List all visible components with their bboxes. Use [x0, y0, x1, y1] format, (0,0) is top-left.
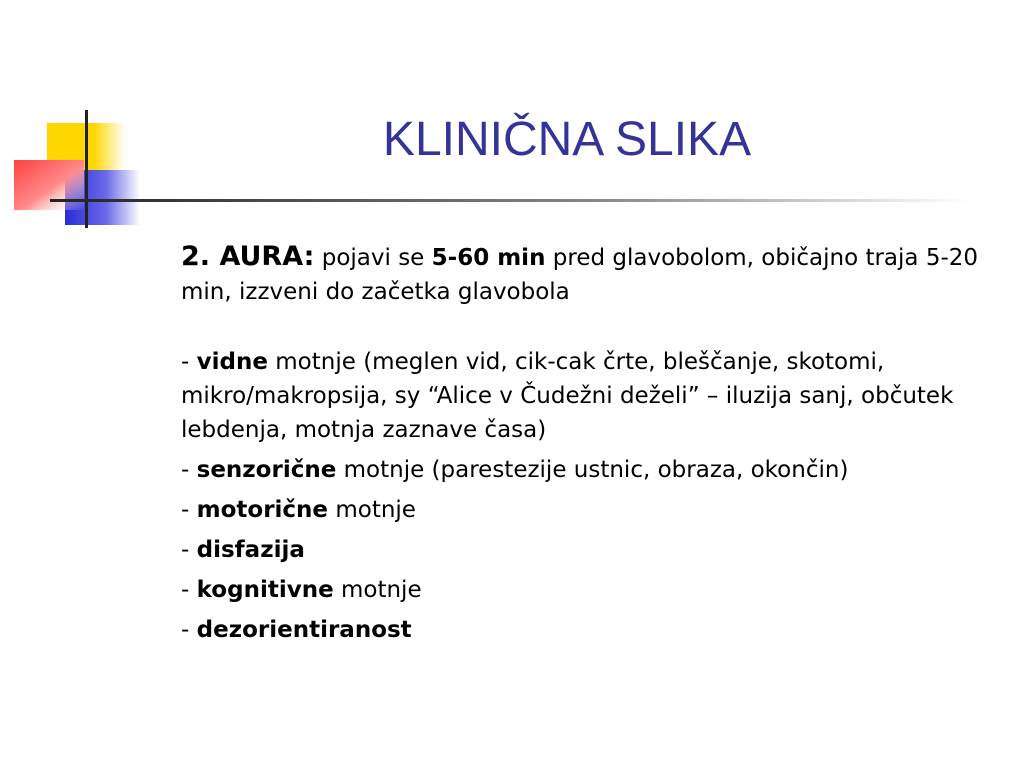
horizontal-rule — [50, 199, 970, 202]
list-item-term: motorične — [196, 497, 329, 523]
list-item — [181, 493, 981, 527]
list-item-term: senzorične — [196, 457, 337, 483]
list-item — [181, 613, 981, 647]
slide-content — [181, 240, 981, 653]
list-dash: - — [181, 349, 197, 375]
list-item — [181, 573, 981, 607]
list-dash: - — [181, 617, 197, 643]
list-item-term: kognitivne — [196, 577, 334, 603]
list-dash: - — [181, 457, 197, 483]
list-item-text: motnje (parestezije ustnic, obraza, okončin) — [336, 457, 849, 483]
slide-title: KLINIČNA SLIKA — [382, 113, 752, 166]
list-item-text: motnje (meglen vid, cik-cak črte, bleščanje, skotomi, mikro/makropsija, sy “Alice v Čudežni deželi” – iluzija sanj, občutek lebdenja, motnja zaznave časa) — [181, 349, 954, 443]
list-item-text: motnje — [328, 497, 416, 523]
aura-label: 2. AURA: — [181, 241, 315, 272]
list-dash: - — [181, 497, 197, 523]
list-item — [181, 533, 981, 567]
list-dash: - — [181, 577, 197, 603]
list-item-term: dezorientiranost — [196, 617, 412, 643]
red-square — [14, 160, 84, 210]
intro-duration: 5-60 min — [431, 245, 546, 271]
aura-intro — [181, 240, 981, 309]
intro-text-1: pojavi se — [314, 245, 432, 271]
list-item-text: motnje — [333, 577, 422, 603]
list-item — [181, 453, 981, 487]
list-item-term: disfazija — [196, 537, 305, 563]
list-item — [181, 345, 981, 447]
list-dash: - — [181, 537, 197, 563]
list-item-term: vidne — [196, 349, 268, 375]
intro-text-2: pred glavobolom, običajno traja 5-20 min, izzveni do začetka glavobola — [181, 245, 979, 305]
